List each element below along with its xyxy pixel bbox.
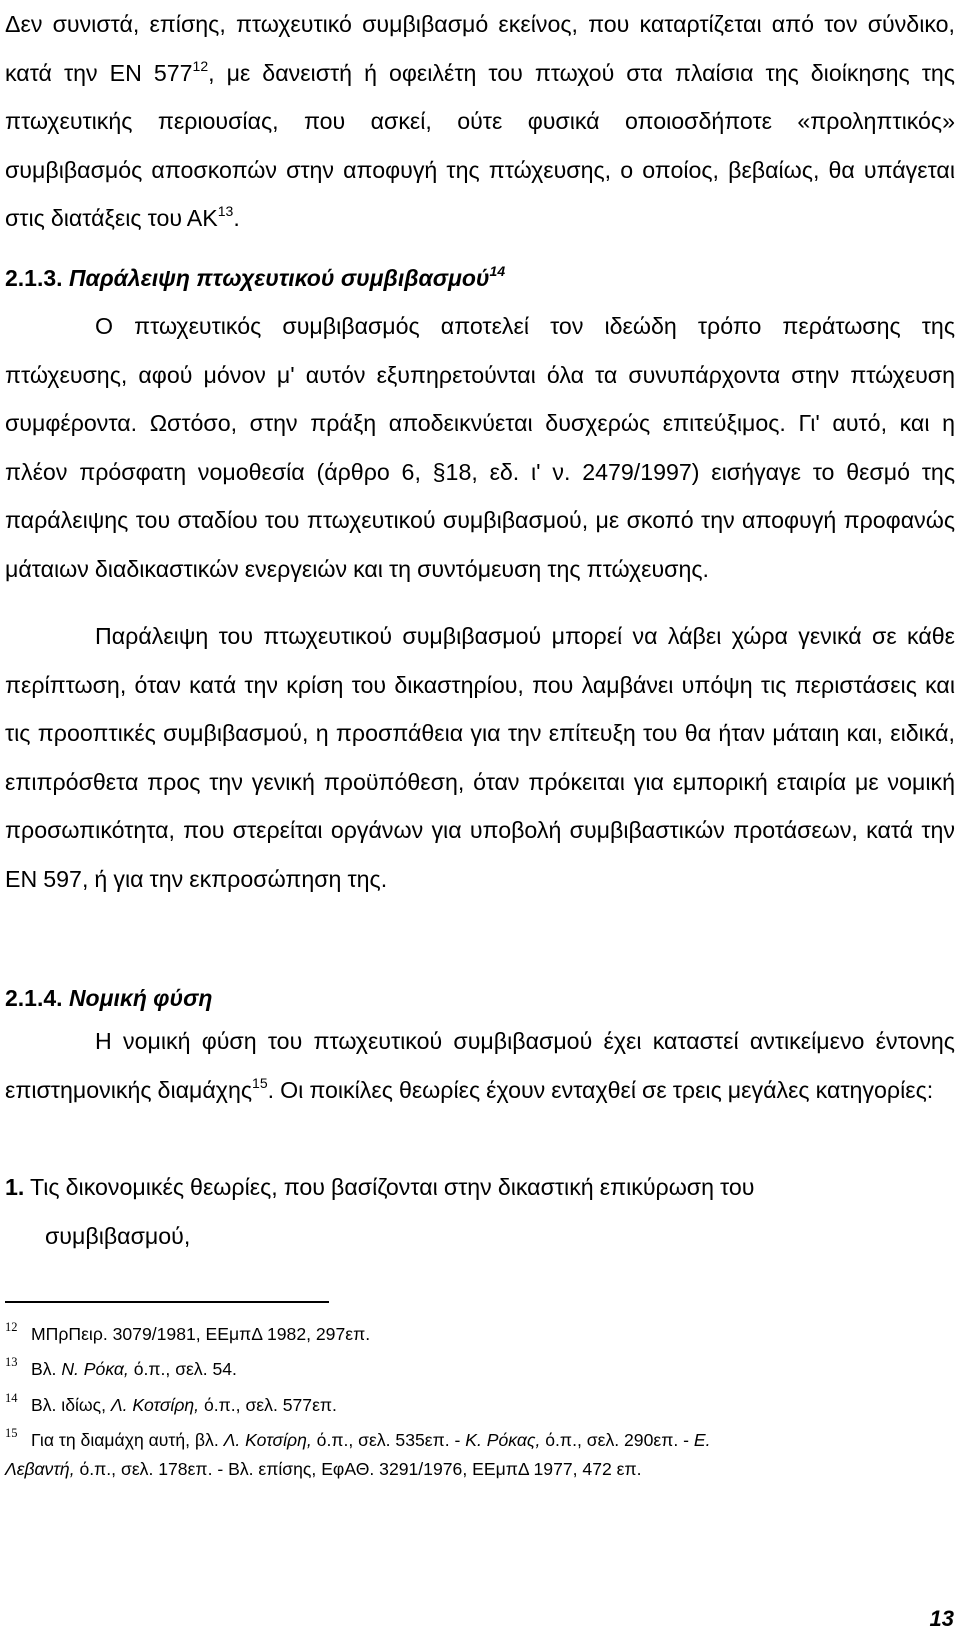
paragraph-text: Δεν συνιστά, επίσης, πτωχευτικό συμβιβασμό εκείνος, που καταρτίζεται από τον σύνδικο, κατά την ΕΝ 577 <box>5 11 955 86</box>
section-number: 2.1.4. <box>5 985 63 1011</box>
footnote-text: Βλ. <box>31 1359 62 1380</box>
footnote-number: 15 <box>5 1426 18 1441</box>
footnote-text: ό.π., σελ. 535επ. - <box>311 1430 466 1451</box>
list-item-text: συμβιβασμού, <box>45 1222 191 1249</box>
list-item <box>5 1163 955 1260</box>
footnote-ref-15: 15 <box>252 1074 268 1091</box>
section-title: Παράλειψη πτωχευτικού συμβιβασμού <box>68 265 490 291</box>
footnote-12 <box>5 1313 955 1348</box>
footnote-number: 13 <box>5 1355 18 1370</box>
footnote-15 <box>5 1419 955 1483</box>
paragraph-text: Η νομική φύση του πτωχευτικού συμβιβασμού έχει καταστεί αντικείμενο έντονης επιστημονικής διαμάχης <box>5 1028 955 1103</box>
footnote-14 <box>5 1384 955 1419</box>
footnote-text: Βλ. ιδίως, <box>31 1394 111 1415</box>
footnote-number: 14 <box>5 1390 18 1405</box>
footnote-number: 12 <box>5 1320 18 1334</box>
body-paragraph <box>5 1017 955 1114</box>
paragraph-text: , με δανειστή ή οφειλέτη του πτωχού στα πλαίσια της διοίκησης της πτωχευτικής περιουσίας, που ασκεί, ούτε φυσικά οποιοσδήποτε «προληπτικός» συμβιβασμός αποσκοπών στην αποφυγή της πτώχευσης, ο οποίος, βεβαίως, θα υπάγεται στις διατάξεις του ΑΚ <box>5 59 955 232</box>
body-paragraph <box>5 0 955 243</box>
paragraph-text: . Οι ποικίλες θεωρίες έχουν ενταχθεί σε τρεις μεγάλες κατηγορίες: <box>267 1076 934 1103</box>
footnote-text: ό.π., σελ. 54. <box>128 1359 237 1380</box>
footnote-text: Για τη διαμάχη αυτή, βλ. <box>31 1430 224 1451</box>
footnote-text: ό.π., σελ. 577επ. <box>199 1394 337 1415</box>
section-title: Νομική φύση <box>68 985 213 1011</box>
footnote-author: Λεβαντή, <box>5 1458 75 1479</box>
footnote-author: Κ. Ρόκας, <box>465 1430 541 1451</box>
footnote-text: ό.π., σελ. 178επ. - Βλ. επίσης, ΕφΑΘ. 3291/1976, ΕΕμπΔ 1977, 472 επ. <box>74 1458 642 1479</box>
list-item-text: Τις δικονομικές θεωρίες, που βασίζονται στην δικαστική επικύρωση του <box>29 1174 755 1200</box>
footnote-ref-12: 12 <box>192 57 209 74</box>
footnote-author: Λ. Κοτσίρη, <box>110 1394 200 1415</box>
page-number: 13 <box>929 1606 954 1631</box>
list-marker: 1. <box>5 1174 25 1200</box>
footnote-text: ΜΠρΠειρ. 3079/1981, ΕΕμπΔ 1982, 297επ. <box>31 1324 371 1344</box>
section-heading-2-1-4 <box>5 983 212 1013</box>
section-number: 2.1.3. <box>5 265 63 291</box>
footnote-separator <box>5 1301 329 1303</box>
footnote-author: Λ. Κοτσίρη, <box>223 1430 312 1451</box>
footnote-author: Ν. Ρόκα, <box>61 1359 129 1380</box>
footnote-text: ό.π., σελ. 290επ. - <box>540 1430 694 1451</box>
body-paragraph: Ο πτωχευτικός συμβιβασμός αποτελεί τον ιδεώδη τρόπο περάτωσης της πτώχευσης, αφού μόνον μ' αυτόν εξυπηρετούνται όλα τα συνυπάρχοντα στην πτώχευση συμφέροντα. Ωστόσο, στην πράξη αποδεικνύεται δυσχερώς επιτεύξιμος. Γι' αυτό, και η πλέον πρόσφατη νομοθεσία (άρθρο 6, §18, εδ. ι' ν. 2479/1997) εισήγαγε το θεσμό της παράλειψης του σταδίου του πτωχευτικού συμβιβασμού, με σκοπό την αποφυγή προφανώς μάταιων διαδικαστικών ενεργειών και τη συντόμευση της πτώχευσης. <box>5 313 955 582</box>
footnote-ref-14: 14 <box>489 263 506 279</box>
body-paragraph: Παράλειψη του πτωχευτικού συμβιβασμού μπορεί να λάβει χώρα γενικά σε κάθε περίπτωση, όταν κατά την κρίση του δικαστηρίου, που λαμβάνει υπόψη τις περιστάσεις και τις προοπτικές συμβιβασμού, η προσπάθεια για την επίτευξη του θα ήταν μάταιη και, ειδικά, επιπρόσθετα προς την γενική προϋπόθεση, όταν πρόκειται για εμπορική εταιρία με νομική προσωπικότητα, που στερείται οργάνων για υποβολή συμβιβαστικών προτάσεων, κατά την ΕΝ 597, ή για την εκπροσώπηση της. <box>5 623 955 892</box>
footnotes <box>5 1313 955 1483</box>
section-heading-2-1-3 <box>5 263 505 293</box>
footnote-13 <box>5 1348 955 1383</box>
footnote-ref-13: 13 <box>217 203 234 220</box>
footnote-author: Ε. <box>693 1430 711 1451</box>
paragraph-text: . <box>233 205 240 232</box>
